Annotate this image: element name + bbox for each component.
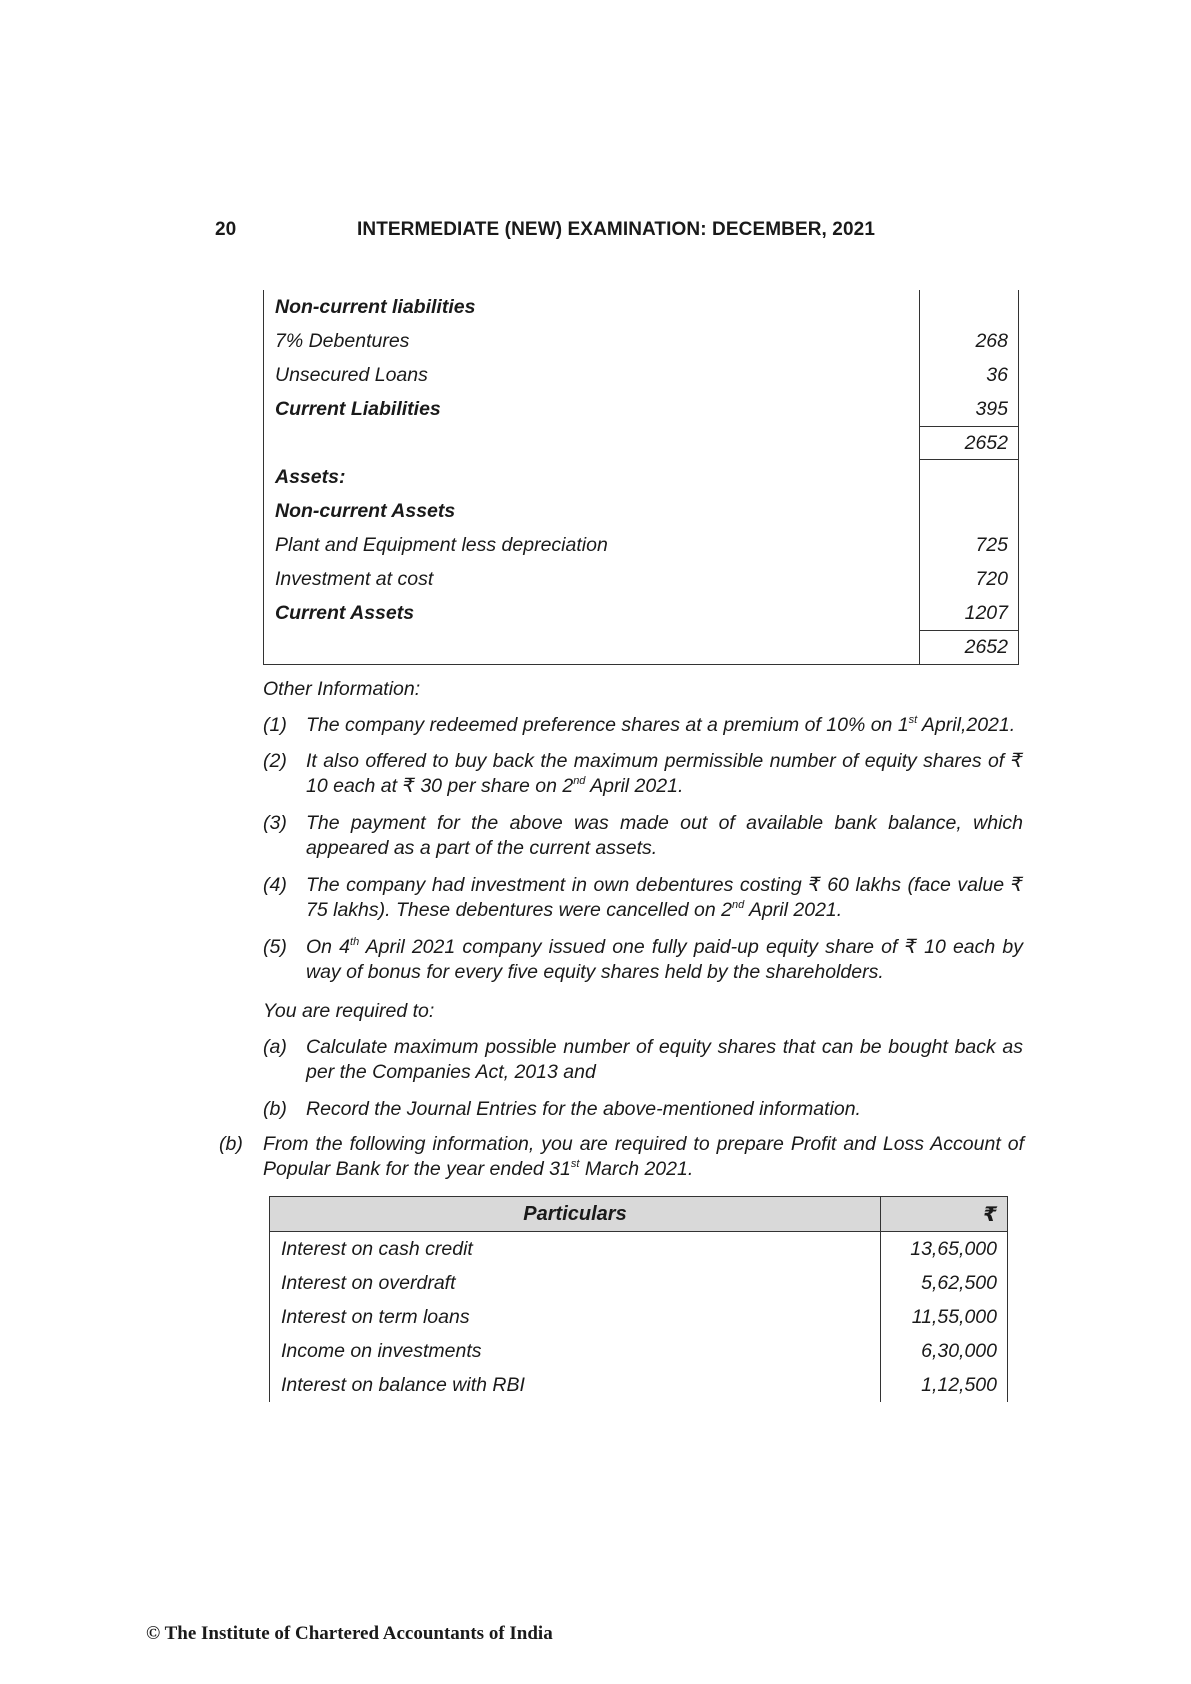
table-row xyxy=(270,1266,1007,1300)
item-text: The payment for the above was made out of available bank balance, which appeared as a part of the current assets. xyxy=(306,812,1023,859)
item-number: (4) xyxy=(263,874,287,896)
total-amount: 2652 xyxy=(919,426,1018,460)
row-amount: 720 xyxy=(919,562,1018,596)
item-number: (b) xyxy=(263,1098,287,1120)
total-row xyxy=(264,630,1018,664)
table-row xyxy=(264,460,1018,494)
table-row xyxy=(264,494,1018,528)
header-particulars: Particulars xyxy=(523,1202,627,1225)
list-item xyxy=(263,811,1023,861)
row-label: Plant and Equipment less depreciation xyxy=(275,533,608,556)
item-text: Record the Journal Entries for the above-mentioned information. xyxy=(306,1098,861,1120)
row-label: 7% Debentures xyxy=(275,329,410,352)
table-row xyxy=(270,1368,1007,1402)
copyright-footer: © The Institute of Chartered Accountants of India xyxy=(146,1623,553,1644)
required-heading: You are required to: xyxy=(263,1000,435,1022)
table-row xyxy=(264,528,1018,562)
row-label: Interest on cash credit xyxy=(281,1237,473,1260)
list-item xyxy=(263,713,1023,738)
row-label: Interest on balance with RBI xyxy=(281,1373,525,1396)
item-text: The company redeemed preference shares at a premium of 10% on 1st April,2021. xyxy=(306,713,1016,736)
row-amount: 6,30,000 xyxy=(880,1334,1007,1368)
row-amount: 13,65,000 xyxy=(880,1232,1007,1266)
row-label: Investment at cost xyxy=(275,567,434,590)
table-row xyxy=(264,596,1018,630)
bank-income-table xyxy=(269,1196,1008,1402)
row-label: Non-current Assets xyxy=(275,499,456,522)
table-row xyxy=(270,1232,1007,1266)
item-text: On 4th April 2021 company issued one fully paid-up equity share of ₹ 10 each by way of bonus for every five equity shares held by the shareholders. xyxy=(306,935,1023,983)
item-text: The company had investment in own debentures costing ₹ 60 lakhs (face value ₹ 75 lakhs). These debentures were cancelled on 2nd April 2021. xyxy=(306,874,1023,921)
item-number: (2) xyxy=(263,750,287,772)
row-amount: 36 xyxy=(919,358,1018,392)
item-number: (1) xyxy=(263,714,287,736)
row-amount xyxy=(919,494,1018,528)
row-label: Non-current liabilities xyxy=(275,295,476,318)
row-label: Interest on term loans xyxy=(281,1305,470,1328)
table-row xyxy=(264,562,1018,596)
row-amount: 1207 xyxy=(919,596,1018,630)
row-amount: 1,12,500 xyxy=(880,1368,1007,1402)
list-item xyxy=(263,935,1023,985)
list-item xyxy=(263,749,1023,799)
question-part-b xyxy=(219,1132,1024,1182)
page-header-title: INTERMEDIATE (NEW) EXAMINATION: DECEMBER, 2021 xyxy=(357,219,875,240)
part-text: From the following information, you are required to prepare Profit and Loss Account of Popular Bank for the year ended 31st March 2021. xyxy=(263,1133,1024,1180)
other-info-heading: Other Information: xyxy=(263,678,421,700)
row-amount xyxy=(919,290,1018,324)
list-item xyxy=(263,1097,1023,1122)
table-row xyxy=(264,358,1018,392)
row-label: Interest on overdraft xyxy=(281,1271,456,1294)
table-row xyxy=(270,1334,1007,1368)
table-row xyxy=(264,290,1018,324)
table-row xyxy=(270,1300,1007,1334)
row-amount: 268 xyxy=(919,324,1018,358)
item-text: It also offered to buy back the maximum permissible number of equity shares of ₹ 10 each at ₹ 30 per share on 2nd April 2021. xyxy=(306,750,1023,797)
row-label: Income on investments xyxy=(281,1339,482,1362)
row-label: Assets: xyxy=(275,465,346,488)
total-row xyxy=(264,426,1018,460)
balance-sheet-table xyxy=(263,290,1019,665)
item-text: Calculate maximum possible number of equity shares that can be bought back as per the Companies Act, 2013 and xyxy=(306,1036,1023,1083)
list-item xyxy=(263,873,1023,923)
row-amount: 725 xyxy=(919,528,1018,562)
table-row xyxy=(264,392,1018,426)
row-label: Current Liabilities xyxy=(275,397,441,420)
row-amount: 395 xyxy=(919,392,1018,426)
row-amount: 11,55,000 xyxy=(880,1300,1007,1334)
row-label: Current Assets xyxy=(275,601,415,624)
total-amount: 2652 xyxy=(919,630,1018,664)
table-row xyxy=(264,324,1018,358)
page-number: 20 xyxy=(215,219,237,240)
part-number: (b) xyxy=(219,1133,243,1155)
row-amount xyxy=(919,460,1018,494)
header-amount: ₹ xyxy=(880,1197,1007,1231)
list-item xyxy=(263,1035,1023,1085)
row-amount: 5,62,500 xyxy=(880,1266,1007,1300)
table-header xyxy=(270,1197,1007,1232)
row-label: Unsecured Loans xyxy=(275,363,428,386)
item-number: (5) xyxy=(263,936,287,958)
item-number: (a) xyxy=(263,1036,287,1058)
item-number: (3) xyxy=(263,812,287,834)
